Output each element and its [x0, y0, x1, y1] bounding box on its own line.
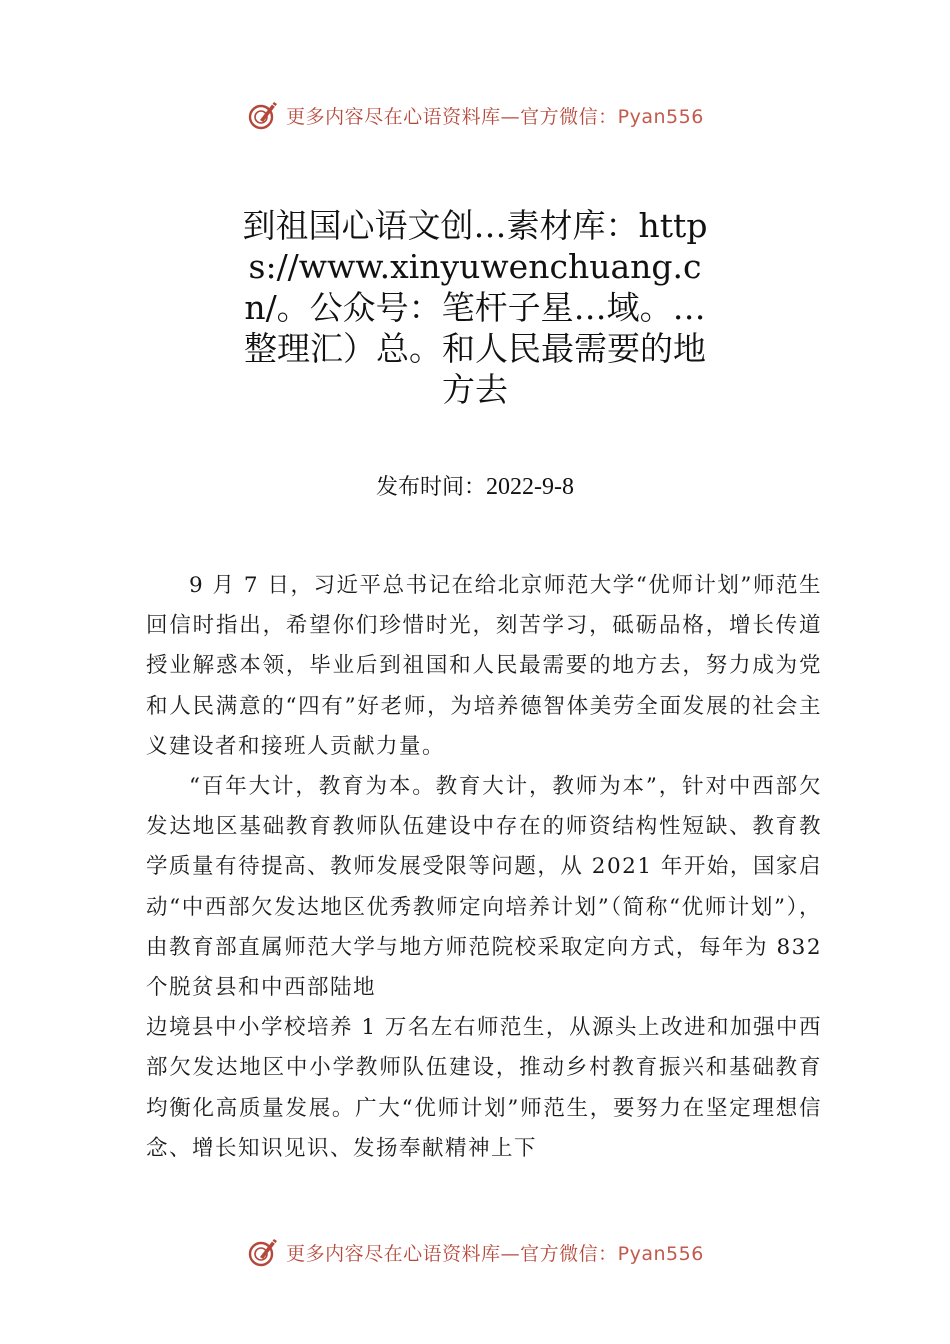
banner-wechat-id: Pyan556 — [617, 105, 704, 128]
article-body — [146, 566, 822, 1169]
banner-text: 更多内容尽在心语资料库—官方微信： — [286, 105, 618, 128]
paragraph: “百年大计，教育为本。教育大计，教师为本”，针对中西部欠发达地区基础教育教师队伍建设中存在的师资结构性短缺、教育教学质量有待提高、教师发展受限等问题，从 2021 年开始，国家启动“中西部欠发达地区优秀教师定向培养计划”（简称“优师计划”），由教育部直属师范大学与地方师范院校采取定向方式，每年为 832 个脱贫县和中西部陆地 — [146, 774, 822, 1001]
paragraph: 9 月 7 日，习近平总书记在给北京师范大学“优师计划”师范生回信时指出，希望你们珍惜时光，刻苦学习，砥砺品格，增长传道授业解惑本领，毕业后到祖国和人民最需要的地方去，努力成为党和人民满意的“四有”好老师，为培养德智体美劳全面发展的社会主义建设者和接班人贡献力量。 — [146, 573, 822, 759]
quill-logo-icon — [246, 98, 280, 132]
publish-date-value: 2022-9-8 — [486, 474, 574, 500]
publish-date — [0, 470, 950, 501]
paragraph: 边境县中小学校培养 1 万名左右师范生，从源头上改进和加强中西部欠发达地区中小学教师队伍建设，推动乡村教育振兴和基础教育均衡化高质量发展。广大“优师计划”师范生，要努力在坚定理想信念、增长知识见识、发扬奉献精神上下 — [146, 1015, 822, 1161]
document-title: 到祖国心语文创…素材库：https://www.xinyuwenchuang.cn/。公众号：笔杆子星…域。…整理汇）总。和人民最需要的地方去 — [242, 206, 708, 409]
footer-watermark-banner — [0, 1232, 950, 1272]
quill-logo-icon — [246, 1235, 280, 1269]
header-watermark-banner — [0, 95, 950, 135]
banner-text: 更多内容尽在心语资料库—官方微信： — [286, 1242, 618, 1265]
publish-date-label: 发布时间： — [376, 475, 487, 500]
banner-wechat-id: Pyan556 — [617, 1242, 704, 1265]
